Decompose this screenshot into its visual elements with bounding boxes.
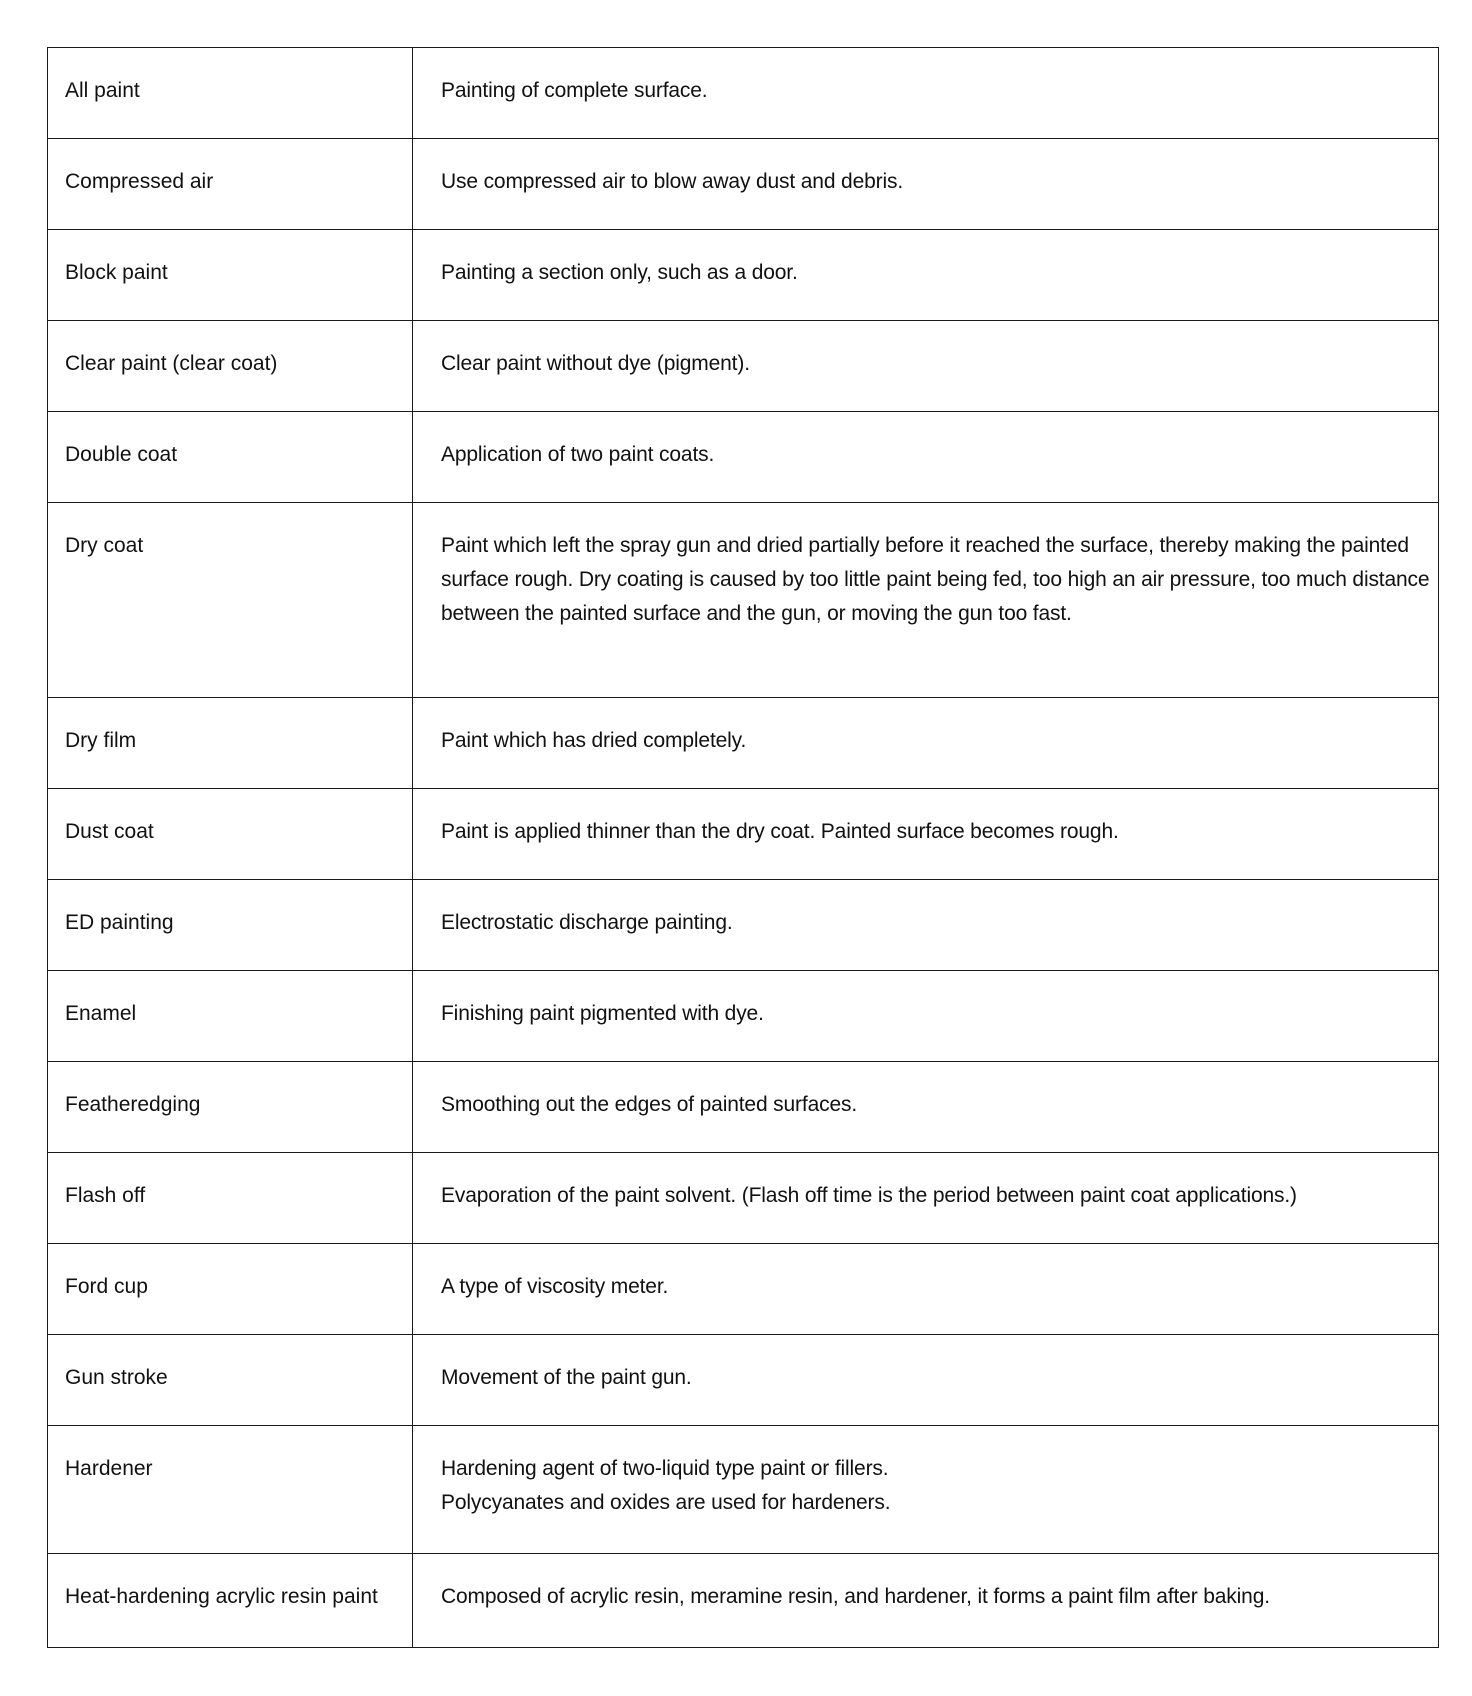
term-text: Dry film [65, 729, 137, 752]
definition-text: A type of viscosity meter. [441, 1275, 669, 1298]
definition-text: Clear paint without dye (pigment). [441, 352, 750, 375]
table-row [48, 789, 1439, 880]
table-row [48, 1426, 1439, 1554]
definition-cell [413, 971, 1439, 1062]
term-text: Dust coat [65, 820, 154, 843]
term-cell [48, 971, 413, 1062]
table-row [48, 321, 1439, 412]
term-text: Block paint [65, 261, 168, 284]
definition-cell [413, 1062, 1439, 1153]
term-text: ED painting [65, 911, 174, 934]
term-cell [48, 321, 413, 412]
term-cell [48, 880, 413, 971]
definition-cell [413, 880, 1439, 971]
term-text: Heat-hardening acrylic resin paint [65, 1585, 378, 1608]
term-cell [48, 1554, 413, 1648]
term-text: Enamel [65, 1002, 137, 1025]
table-row [48, 1062, 1439, 1153]
definition-text: Finishing paint pigmented with dye. [441, 1002, 764, 1025]
table-row [48, 1244, 1439, 1335]
table-row [48, 412, 1439, 503]
definition-text: Composed of acrylic resin, meramine resin, and hardener, it forms a paint film after baking. [441, 1585, 1270, 1608]
term-text: Flash off [65, 1184, 146, 1207]
term-cell [48, 1062, 413, 1153]
table-row [48, 1335, 1439, 1426]
definition-text-line-1: Hardening agent of two-liquid type paint or fillers. [441, 1457, 889, 1480]
term-cell [48, 698, 413, 789]
definition-cell [413, 698, 1439, 789]
term-cell [48, 503, 413, 698]
definition-cell [413, 1335, 1439, 1426]
definition-text: Smoothing out the edges of painted surfaces. [441, 1093, 858, 1116]
table-row [48, 139, 1439, 230]
definition-text: Paint is applied thinner than the dry coat. Painted surface becomes rough. [441, 820, 1119, 843]
definition-text: Painting a section only, such as a door. [441, 261, 798, 284]
definition-text: Paint which has dried completely. [441, 729, 747, 752]
term-text: Clear paint (clear coat) [65, 352, 278, 375]
table-row [48, 48, 1439, 139]
definition-text: Evaporation of the paint solvent. (Flash off time is the period between paint coat applications.) [441, 1184, 1297, 1207]
term-text: Compressed air [65, 170, 214, 193]
term-text: All paint [65, 79, 140, 102]
definition-cell [413, 139, 1439, 230]
definition-cell [413, 1426, 1439, 1554]
term-cell [48, 1426, 413, 1554]
definition-text: Painting of complete surface. [441, 79, 708, 102]
term-cell [48, 139, 413, 230]
table-row [48, 1153, 1439, 1244]
table-row [48, 503, 1439, 698]
term-cell [48, 789, 413, 880]
glossary-table [47, 47, 1439, 1648]
definition-cell [413, 1244, 1439, 1335]
definition-text: Movement of the paint gun. [441, 1366, 692, 1389]
definition-cell [413, 789, 1439, 880]
definition-text-line-2: Polycyanates and oxides are used for hardeners. [441, 1491, 891, 1514]
term-cell [48, 230, 413, 321]
table-row [48, 1554, 1439, 1648]
table-row [48, 880, 1439, 971]
definition-cell [413, 48, 1439, 139]
definition-text: Paint which left the spray gun and dried partially before it reached the surface, thereby making the painted surface rough. Dry coating is caused by too little paint being fed, too high an air pressure, too much distance between the painted surface and the gun, or moving the gun too fast. [441, 534, 1430, 625]
definition-cell [413, 1554, 1439, 1648]
term-text: Ford cup [65, 1275, 148, 1298]
definition-cell [413, 412, 1439, 503]
table-row [48, 230, 1439, 321]
definition-cell [413, 230, 1439, 321]
table-row [48, 971, 1439, 1062]
definition-text: Use compressed air to blow away dust and debris. [441, 170, 904, 193]
definition-cell [413, 503, 1439, 698]
term-text: Hardener [65, 1457, 153, 1480]
term-cell [48, 48, 413, 139]
definition-cell [413, 1153, 1439, 1244]
term-cell [48, 1244, 413, 1335]
term-cell [48, 412, 413, 503]
term-text: Featheredging [65, 1093, 201, 1116]
term-text: Dry coat [65, 534, 144, 557]
definition-cell [413, 321, 1439, 412]
table-row [48, 698, 1439, 789]
term-cell [48, 1153, 413, 1244]
term-text: Double coat [65, 443, 178, 466]
definition-text: Electrostatic discharge painting. [441, 911, 733, 934]
term-text: Gun stroke [65, 1366, 168, 1389]
definition-text: Application of two paint coats. [441, 443, 715, 466]
term-cell [48, 1335, 413, 1426]
